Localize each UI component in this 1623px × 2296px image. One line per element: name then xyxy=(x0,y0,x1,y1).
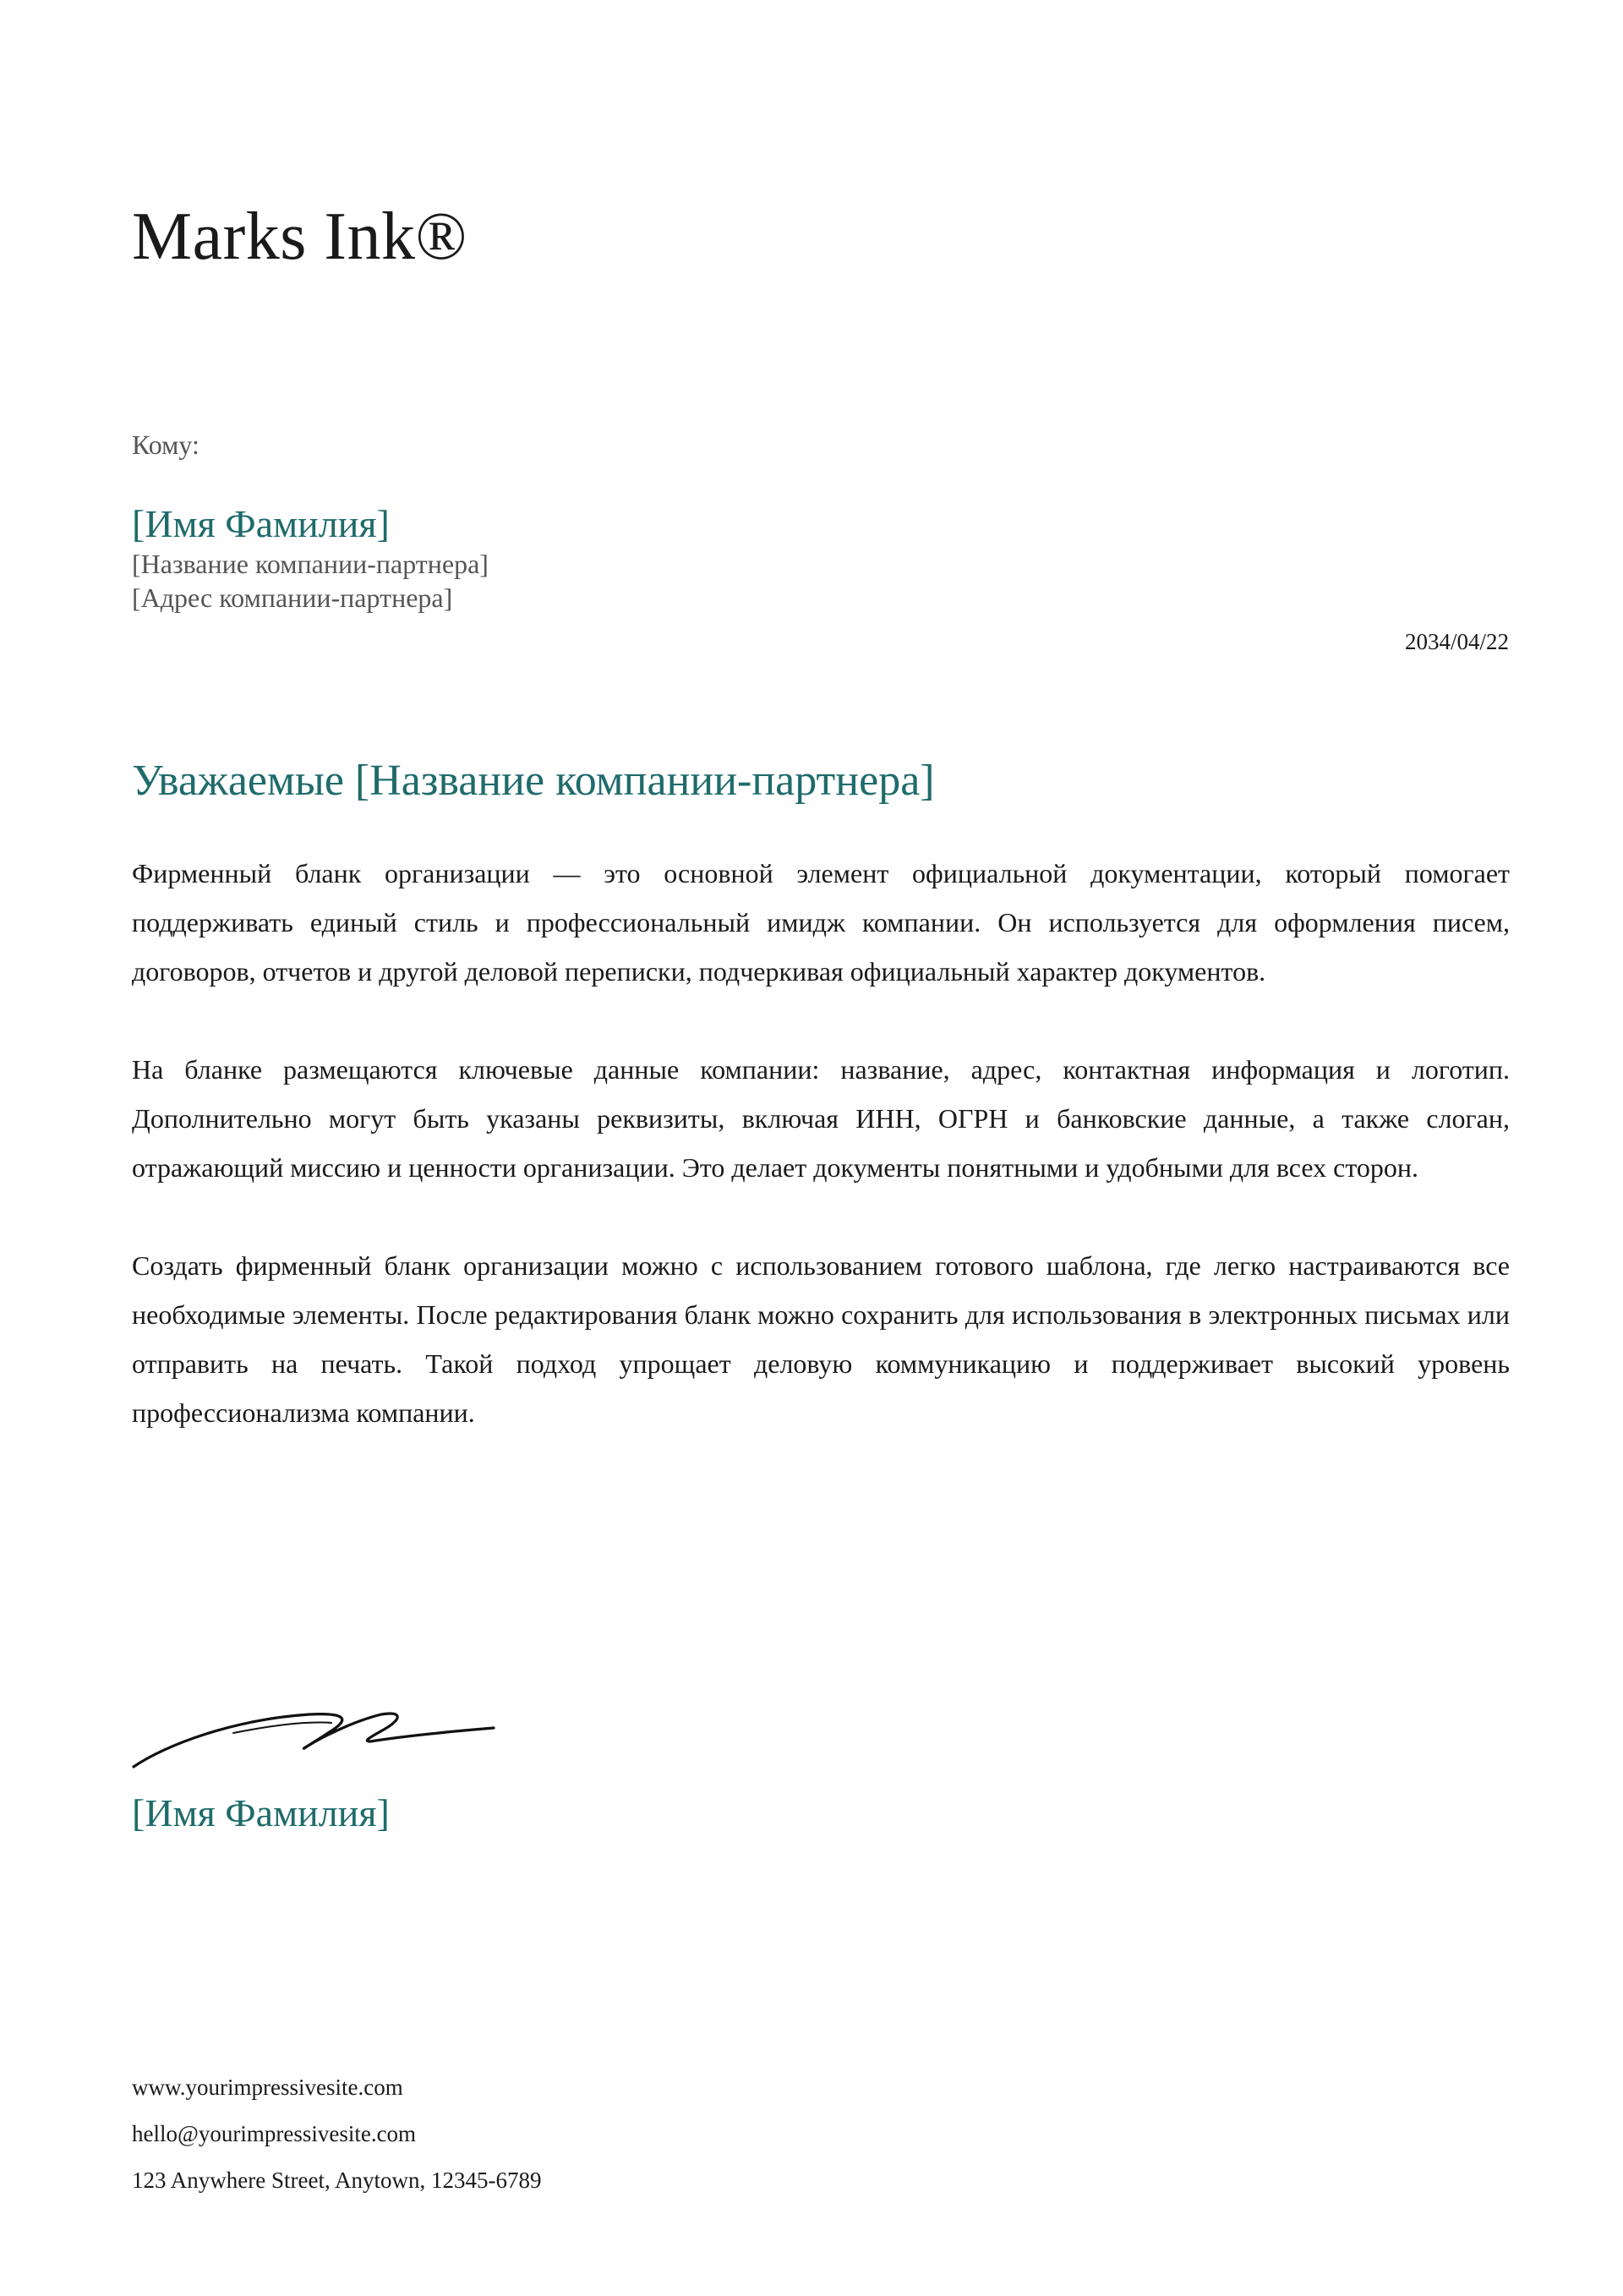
signer-name: [Имя Фамилия] xyxy=(132,1791,390,1834)
recipient-name: [Имя Фамилия] xyxy=(132,502,390,545)
body-paragraph: На бланке размещаются ключевые данные компании: название, адрес, контактная информация и логотип. Дополнительно могут быть указаны реквизиты, включая ИНН, ОГРН и банковские данные, а также слоган, отражающий миссию и ценности организации. Это делает документы понятными и удобными для всех сторон. xyxy=(132,1054,1510,1183)
footer-website: www.yourimpressivesite.com xyxy=(132,2075,403,2100)
greeting-heading: Уважаемые [Название компании-партнера] xyxy=(132,757,935,805)
footer-address: 123 Anywhere Street, Anytown, 12345-6789 xyxy=(132,2168,542,2193)
handwritten-signature xyxy=(132,1694,495,1770)
footer-contacts xyxy=(132,2064,541,2204)
footer-email: hello@yourimpressivesite.com xyxy=(132,2121,417,2146)
body-paragraph: Создать фирменный бланк организации можно с использованием готового шаблона, где легко настраиваются все необходимые элементы. После редактирования бланк можно сохранить для использования в электронных письмах или отправить на печать. Такой подход упрощает деловую коммуникацию и поддерживает высокий уровень профессионализма компании. xyxy=(132,1250,1510,1428)
body-paragraph: Фирменный бланк организации — это основной элемент официальной документации, который помогает поддерживать единый стиль и профессиональный имидж компании. Он используется для оформления писем, договоров, отчетов и другой деловой переписки, подчеркивая официальный характер документов. xyxy=(132,858,1510,987)
company-logo-text: Marks Ink® xyxy=(132,200,467,274)
recipient-label: Кому: xyxy=(132,429,199,460)
letter-body xyxy=(132,849,1510,1486)
recipient-address: [Адрес компании-партнера] xyxy=(132,582,453,614)
letter-date: 2034/04/22 xyxy=(1404,629,1509,654)
recipient-block xyxy=(132,500,489,615)
recipient-company: [Название компании-партнера] xyxy=(132,549,489,580)
